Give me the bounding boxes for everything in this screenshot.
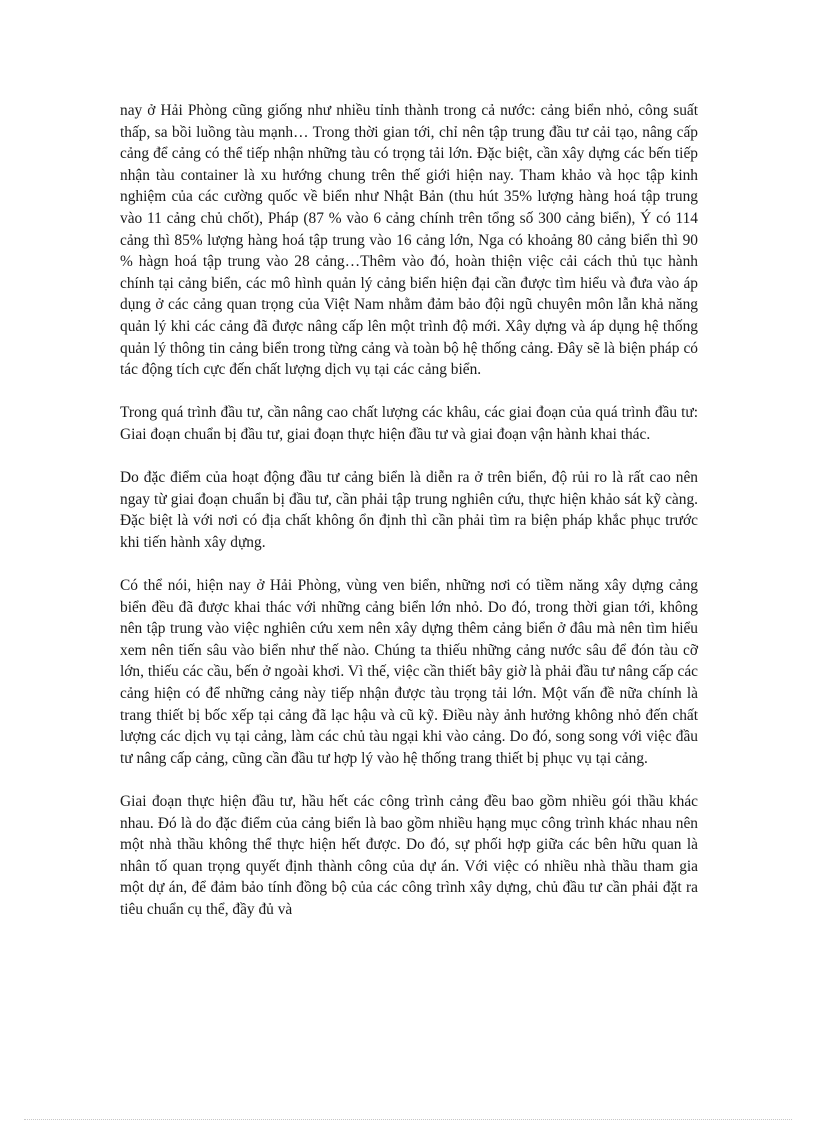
paragraph-4: Có thể nói, hiện nay ở Hải Phòng, vùng ven biển, những nơi có tiềm năng xây dựng cảng biển đều đã được khai thác với những cảng biển lớn nhỏ. Do đó, trong thời gian tới, không nên tập trung vào việc nghiên cứu xem nên xây dựng thêm cảng biển ở đâu mà nên tìm hiểu xem nên tiến sâu vào biển như thế nào. Chúng ta thiếu những cảng nước sâu để đón tàu cỡ lớn, thiếu các cầu, bến ở ngoài khơi. Vì thế, việc cần thiết bây giờ là phải đầu tư nâng cấp các cảng hiện có để những cảng này tiếp nhận được tàu trọng tải lớn. Một vấn đề nữa chính là trang thiết bị bốc xếp tại cảng đã lạc hậu và cũ kỹ. Điều này ảnh hưởng không nhỏ đến chất lượng các dịch vụ tại cảng, làm các chủ tàu ngại khi vào cảng. Do đó, song song với việc đầu tư nâng cấp cảng, cũng cần đầu tư hợp lý vào hệ thống trang thiết bị phục vụ tại cảng. xyxy=(120,577,698,767)
document-body xyxy=(120,100,698,942)
paragraph-1: nay ở Hải Phòng cũng giống như nhiều tỉnh thành trong cả nước: cảng biển nhỏ, công suất thấp, sa bồi luồng tàu mạnh… Trong thời gian tới, chỉ nên tập trung đầu tư cải tạo, nâng cấp cảng để cảng có thể tiếp nhận những tàu có trọng tải lớn. Đặc biệt, cần xây dựng các bến tiếp nhận tàu container là xu hướng chung trên thế giới hiện nay. Tham khảo và học tập kinh nghiệm của các cường quốc về biển như Nhật Bản (thu hút 35% lượng hàng hoá tập trung vào 11 cảng chủ chốt), Pháp (87 % vào 6 cảng chính trên tổng số 300 cảng biển), Ý có 114 cảng thì 85% lượng hàng hoá tập trung vào 16 cảng lớn, Nga có khoảng 80 cảng biển thì 90 % hàgn hoá tập trung vào 28 cảng…Thêm vào đó, hoàn thiện việc cải cách thủ tục hành chính tại cảng biển, các mô hình quản lý cảng biển hiện đại cần được tìm hiểu và đưa vào áp dụng ở các cảng quan trọng của Việt Nam nhằm đảm bảo đội ngũ chuyên môn lẫn khả năng quản lý khi các cảng đã được nâng cấp lên một trình độ mới. Xây dựng và áp dụng hệ thống quản lý thông tin cảng biển trong từng cảng và toàn bộ hệ thống cảng. Đây sẽ là biện pháp có tác động tích cực đến chất lượng dịch vụ tại các cảng biển. xyxy=(120,102,698,379)
paragraph-2: Trong quá trình đầu tư, cần nâng cao chất lượng các khâu, các giai đoạn của quá trình đầu tư: Giai đoạn chuẩn bị đầu tư, giai đoạn thực hiện đầu tư và giai đoạn vận hành khai thác. xyxy=(120,404,698,443)
page-bottom-divider xyxy=(24,1119,792,1120)
paragraph-5: Giai đoạn thực hiện đầu tư, hầu hết các công trình cảng đều bao gồm nhiều gói thầu khác nhau. Đó là do đặc điểm của cảng biển là bao gồm nhiều hạng mục công trình khác nhau nên một nhà thầu không thể thực hiện hết được. Do đó, sự phối hợp giữa các bên hữu quan là nhân tố quan trọng quyết định thành công của dự án. Với việc có nhiều nhà thầu tham gia một dự án, để đảm bảo tính đồng bộ của các công trình xây dựng, chủ đầu tư cần phải đặt ra tiêu chuẩn cụ thể, đầy đủ và xyxy=(120,793,698,918)
paragraph-3: Do đặc điểm của hoạt động đầu tư cảng biển là diễn ra ở trên biển, độ rủi ro là rất cao nên ngay từ giai đoạn chuẩn bị đầu tư, cần phải tập trung nghiên cứu, thực hiện khảo sát kỹ càng. Đặc biệt là với nơi có địa chất không ổn định thì cần phải tìm ra biện pháp khắc phục trước khi tiến hành xây dựng. xyxy=(120,469,698,551)
